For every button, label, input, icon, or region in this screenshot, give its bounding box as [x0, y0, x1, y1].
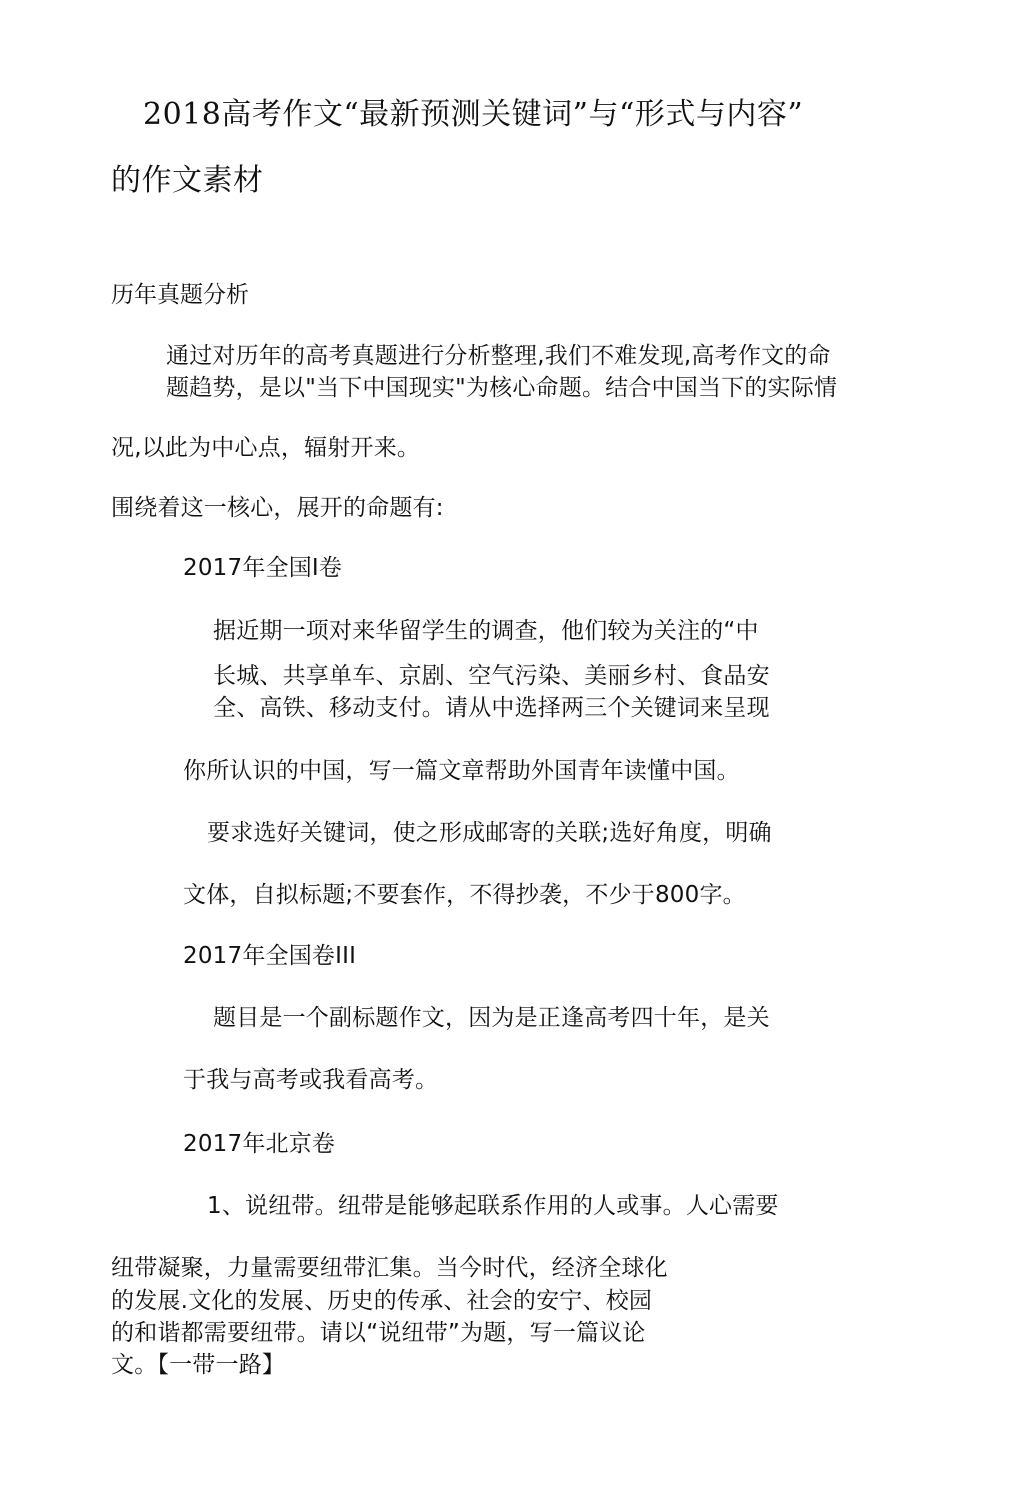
- document-title-line-2: 的作文素材: [111, 163, 264, 198]
- exam-text-line: 于我与高考或我看高考。: [183, 1067, 439, 1093]
- exam-text-line: 文体，自拟标题;不要套作，不得抄袭，不少于800字。: [183, 882, 746, 908]
- intro-line-2: 题趋势，是以"当下中国现实"为核心命题。结合中国当下的实际情: [166, 375, 838, 401]
- intro-line-1: 通过对历年的高考真题进行分析整理,我们不难发现,高考作文的命: [166, 343, 831, 369]
- exam-text-line: 1、说纽带。纽带是能够起联系作用的人或事。人心需要: [207, 1193, 779, 1219]
- document-title-line-1: 2018高考作文“最新预测关键词”与“形式与内容”: [143, 97, 804, 132]
- exam-text-line: 长城、共享单车、京剧、空气污染、美丽乡村、食品安: [213, 663, 770, 689]
- exam-text-line: 据近期一项对来华留学生的调查，他们较为关注的“中: [213, 618, 759, 644]
- exam-text-line: 纽带凝聚，力量需要纽带汇集。当今时代，经济全球化: [111, 1255, 668, 1281]
- exam-text-line: 的和谐都需要纽带。请以“说纽带”为题，写一篇议论: [111, 1320, 646, 1346]
- exam-text-line: 你所认识的中国，写一篇文章帮助外国青年读懂中国。: [183, 758, 740, 784]
- exam-heading-beijing: 2017年北京卷: [183, 1131, 336, 1157]
- intro-line-3: 况,以此为中心点，辐射开来。: [111, 435, 421, 461]
- exam-text-line: 题目是一个副标题作文，因为是正逢高考四十年，是关: [213, 1005, 770, 1031]
- exam-heading-national-3: 2017年全国卷III: [183, 943, 357, 969]
- exam-text-line: 的发展.文化的发展、历史的传承、社会的安宁、校园: [111, 1288, 653, 1314]
- section-heading: 历年真题分析: [111, 282, 249, 308]
- exam-heading-national-1: 2017年全国I卷: [183, 555, 343, 581]
- intro-line-4: 围绕着这一核心，展开的命题有:: [111, 495, 444, 521]
- exam-text-line: 全、高铁、移动支付。请从中选择两三个关键词来呈现: [213, 695, 770, 721]
- exam-text-line: 文。【一带一路】: [111, 1352, 286, 1378]
- exam-text-line: 要求选好关键词，使之形成邮寄的关联;选好角度，明确: [207, 820, 772, 846]
